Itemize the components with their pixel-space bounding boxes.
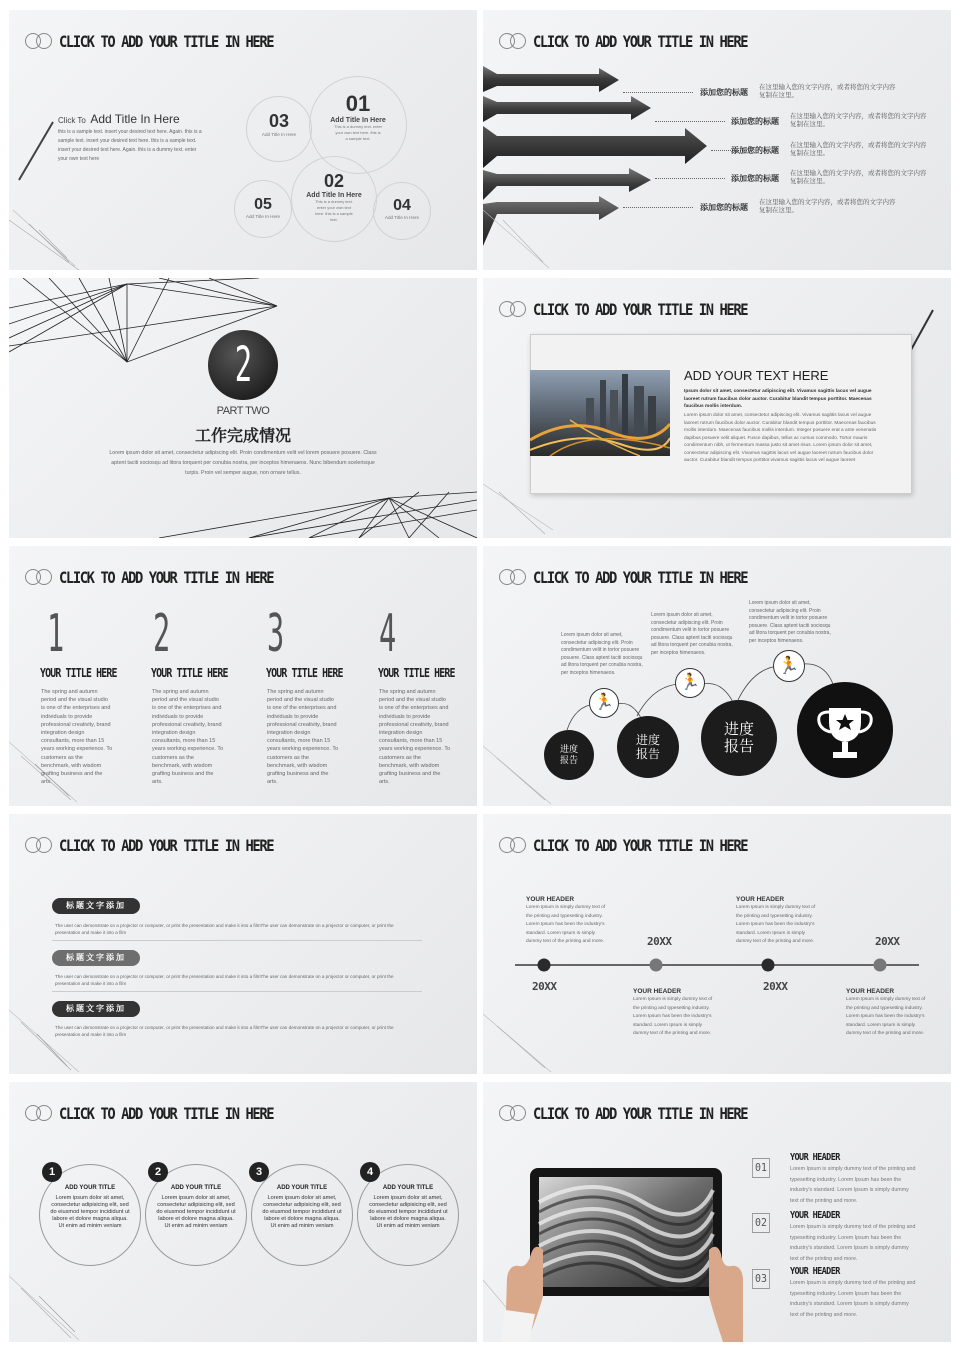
circle-num: 03: [268, 111, 290, 131]
slide-5[interactable]: [9, 546, 477, 806]
title-pill: 标题文字添加: [52, 1001, 140, 1017]
slide-1[interactable]: [9, 10, 477, 270]
click-title: [58, 110, 180, 128]
column-number: 1: [47, 604, 65, 664]
part-number-circle: [208, 330, 278, 400]
circle-num: 04: [393, 197, 411, 214]
divider: [52, 940, 422, 941]
runner-icon: 🏃: [675, 668, 705, 698]
ring-title: ADD YOUR TITLE: [276, 1185, 328, 1191]
column-title: YOUR TITLE HERE: [266, 666, 343, 680]
dotted-leader: [623, 207, 693, 208]
step-text: Lorem ipsum dolor sit amet, consectetur adipiscing elit. Proin condimentum velit in tortor posuere posuere. Class aptent taciti sociosqu ad litora torquent per conubia nostra, per inceptos himenaeos.: [749, 600, 831, 644]
timeline-text: Lorem Ipsum is simply dummy text of the printing and typesetting industry. Lorem Ipsum has been the industry's standard. Lorem Ipsum is simply dummy text of the printing and more.: [846, 997, 926, 1037]
circle-title: Add Title In Here: [330, 117, 386, 124]
slide-3[interactable]: [9, 278, 477, 538]
column-text: The spring and autumn period and the visual studio is one of the enterprises and individuals to provide professional creativity, brand integration design consultants, more than 15 years working experience. To customers as the benchmark, with wisdom grafting business and the arts.: [41, 689, 113, 786]
item-header: YOUR HEADER: [790, 1152, 840, 1163]
title-pill: 标题文字添加: [52, 898, 140, 914]
column-number: 3: [267, 604, 285, 664]
slide-10[interactable]: [483, 1082, 951, 1342]
click-to-label: Click To: [58, 116, 86, 125]
item-number-box: 01: [752, 1158, 770, 1178]
circle-03: [246, 96, 312, 162]
item-text: Lorem Ipsum is simply dummy text of the printing and typesetting industry. Lorem Ipsum has been the industry's standard. Lorem Ipsum is simply dummy text of the printing and more.: [790, 1280, 916, 1318]
circle-line: 报告: [559, 755, 578, 765]
ring-text: Lorem ipsum dolor sit amet, consectetur adipisicing elit, sed do eiusmod tempor incididunt ut labore et dolore magna aliqua. Ut enim ad minim veniam: [156, 1195, 236, 1229]
ring-title: ADD YOUR TITLE: [170, 1185, 222, 1191]
step-text: Lorem ipsum dolor sit amet, consectetur adipiscing elit. Proin condimentum velit in tortor posuere posuere. Class aptent taciti sociosqu ad litora torquent per conubia nostra, per inceptos himenaeos.: [651, 612, 733, 656]
part-number: 2: [234, 337, 252, 393]
timeline-year: 20XX: [647, 935, 672, 948]
slide-title: CLICK TO ADD YOUR TITLE IN HERE: [59, 1103, 274, 1123]
circle-desc: This is a dummy text. enter your own text here. this is a sample text.: [315, 199, 353, 222]
step-ring: [251, 1164, 353, 1266]
title-pill: 标题文字添加: [52, 950, 140, 966]
pill-description: The user can demonstrate on a projector or computer, or print the presentation and make it into a filmThe user can demonstrate on a projector or computer, or print the presentation and make it into a film: [55, 923, 394, 935]
progress-circle: [617, 716, 679, 778]
circle-title: Add Title In Here: [261, 132, 297, 137]
circle-desc: This is a dummy text. enter your own text here. this is a sample text.: [334, 124, 383, 141]
timeline-year: 20XX: [875, 935, 900, 948]
circle-05: [234, 180, 292, 238]
circle-num: 02: [323, 171, 345, 191]
circle-num: 05: [254, 196, 272, 213]
arrow-title: 添加您的标题: [731, 174, 779, 183]
column-number: 2: [153, 604, 171, 664]
dotted-leader: [623, 92, 693, 93]
slide-title: CLICK TO ADD YOUR TITLE IN HERE: [59, 567, 274, 587]
ring-title: ADD YOUR TITLE: [64, 1185, 116, 1191]
add-title-label: Add Title In Here: [90, 112, 180, 126]
part-text: Lorem ipsum dolor sit amet, consectetur adipiscing elit. Proin condimentum velit vel lorem posuere posuere. Class aptent taciti sociosqu ad litora torquent per conubia nostra, per inceptos himenaeos. Nunc bibendum scelerisque turpis. Proin vel semper augue, non ornare tellus.: [109, 450, 377, 476]
column-title: YOUR TITLE HERE: [378, 666, 455, 680]
slide-6[interactable]: [483, 546, 951, 806]
column-title: YOUR TITLE HERE: [151, 666, 228, 680]
scribble-lines-icon: [483, 10, 563, 270]
column-text: The spring and autumn period and the visual studio is one of the enterprises and individuals to provide professional creativity, brand integration design consultants, more than 15 years working experience. To customers as the benchmark, with wisdom grafting business and the arts.: [267, 689, 339, 786]
runner-icon: 🏃: [773, 650, 805, 682]
item-header: YOUR HEADER: [790, 1210, 840, 1221]
pill-description: The user can demonstrate on a projector or computer, or print the presentation and make it into a filmThe user can demonstrate on a projector or computer, or print the presentation and make it into a film: [55, 1025, 394, 1037]
item-number-box: 03: [752, 1269, 770, 1289]
column-text: The spring and autumn period and the visual studio is one of the enterprises and individuals to provide professional creativity, brand integration design consultants, more than 15 years working experience. To customers as the benchmark, with wisdom grafting business and the arts.: [152, 689, 224, 786]
step-number-badge: 1: [42, 1162, 62, 1182]
arrow-text: 在这里输入您的文字内容，或者将您的文字内容复制在这里。: [759, 199, 896, 214]
dotted-leader: [655, 121, 725, 122]
step-text: Lorem ipsum dolor sit amet, consectetur adipiscing elit. Proin condimentum velit in tortor posuere posuere. Class aptent taciti sociosqu ad litora torquent per conubia nostra, per inceptos himenaeos.: [561, 632, 643, 676]
arrow-title: 添加您的标题: [731, 117, 779, 126]
column-text: The spring and autumn period and the visual studio is one of the enterprises and individuals to provide professional creativity, brand integration design consultants, more than 15 years working experience. To customers as the benchmark, with wisdom grafting business and the arts.: [379, 689, 451, 786]
circle-title: Add Title In Here: [306, 192, 362, 199]
slide-4[interactable]: [483, 278, 951, 538]
step-number-badge: 3: [249, 1162, 269, 1182]
timeline-text: Lorem Ipsum is simply dummy text of the printing and typesetting industry. Lorem Ipsum has been the industry's standard. Lorem Ipsum is simply dummy text of the printing and more.: [633, 997, 713, 1037]
item-text: Lorem Ipsum is simply dummy text of the printing and typesetting industry. Lorem Ipsum has been the industry's standard. Lorem Ipsum is simply dummy text of the printing and more.: [790, 1166, 916, 1204]
part-title: 工作完成情况: [194, 428, 291, 445]
slide-title: CLICK TO ADD YOUR TITLE IN HERE: [533, 31, 748, 51]
circle-title: Add Title In Here: [245, 214, 281, 219]
ring-text: Lorem ipsum dolor sit amet, consectetur adipisicing elit, sed do eiusmod tempor incididunt ut labore et dolore magna aliqua. Ut enim ad minim veniam: [50, 1195, 130, 1229]
step-number-badge: 4: [360, 1162, 380, 1182]
dotted-leader: [655, 178, 725, 179]
ring-title: ADD YOUR TITLE: [382, 1185, 434, 1191]
slide-7[interactable]: [9, 814, 477, 1074]
circle-num: 01: [345, 91, 371, 116]
slide-8[interactable]: [483, 814, 951, 1074]
circle-title: Add Title In Here: [384, 215, 420, 220]
timeline-text: Lorem Ipsum is simply dummy text of the printing and typesetting industry. Lorem Ipsum has been the industry's standard. Lorem Ipsum is simply dummy text of the printing and more.: [526, 905, 606, 945]
item-number-box: 02: [752, 1213, 770, 1233]
column-title: YOUR TITLE HERE: [40, 666, 117, 680]
arrow-title: 添加您的标题: [700, 203, 748, 212]
ring-text: Lorem ipsum dolor sit amet, consectetur adipisicing elit, sed do eiusmod tempor incididunt ut labore et dolore magna aliqua. Ut enim ad minim veniam: [368, 1195, 448, 1229]
card-text: Lorem ipsum dolor sit amet, consectetur adipiscing elit. Vivamus sagittis lacus vel augue laoreet rutrum faucibus dolor auctor. Curabitur blandit tempus porttitor. Maecenas faucibus mollis interdum. Maecenas faucibus mollis interdum. Integer posuere erat a ante venenatis dapibus posuere velit aliquet. Fusce dapibus, tellus ac cursus commodo. Tortor mauris condimentum nibh, ut fermentum massa justo sit amet risus. Lorem ipsum dolor sit amet, consectetur adipiscing elit. Vivamus sagittis lacus vel augue laoreet rutrum faucibus dolor auctor. Curabitur blandit tempus porttitor.vivamus sagittis lacus vel augue laoreet: [684, 413, 877, 463]
ring-text: Lorem ipsum dolor sit amet, consectetur adipisicing elit, sed do eiusmod tempor incididunt ut labore et dolore magna aliqua. Ut enim ad minim veniam: [262, 1195, 342, 1229]
item-header: YOUR HEADER: [790, 1266, 840, 1277]
slide-title: CLICK TO ADD YOUR TITLE IN HERE: [533, 1103, 748, 1123]
circle-02: [291, 156, 377, 242]
city-photo: [530, 370, 670, 456]
arrow-title: 添加您的标题: [731, 146, 779, 155]
runner-icon: 🏃: [589, 688, 619, 718]
trophy-icon: [797, 682, 893, 778]
step-number-badge: 2: [148, 1162, 168, 1182]
slide-title: CLICK TO ADD YOUR TITLE IN HERE: [59, 31, 274, 51]
trophy-circle: [797, 682, 893, 778]
slide-title: CLICK TO ADD YOUR TITLE IN HERE: [533, 835, 748, 855]
timeline-header: YOUR HEADER: [633, 988, 682, 995]
divider: [52, 991, 422, 992]
card-bold-text: Ipsum dolor sit amet, consectetur adipiscing elit. Vivamus sagittis lacus vel augue laoreet rutrum faucibus dolor auctor. Curabitur blandit tempus porttitor. Maecenas faucibus mollis interdum.: [684, 389, 872, 409]
circle-line: 进度: [723, 721, 754, 738]
timeline-year: 20XX: [532, 980, 557, 993]
arrow-title: 添加您的标题: [700, 88, 748, 97]
arrow-text: 在这里输入您的文字内容，或者将您的文字内容复制在这里。: [759, 84, 896, 99]
arrow-text: 在这里输入您的文字内容，或者将您的文字内容复制在这里。: [790, 170, 927, 185]
circle-line: 报告: [723, 738, 754, 755]
circle-line: 进度: [635, 733, 660, 747]
card-heading: ADD YOUR TEXT HERE: [684, 368, 829, 383]
slide-title: CLICK TO ADD YOUR TITLE IN HERE: [533, 567, 748, 587]
slide-title: CLICK TO ADD YOUR TITLE IN HERE: [533, 299, 748, 319]
circle-line: 报告: [635, 747, 660, 761]
arrow-text: 在这里输入您的文字内容，或者将您的文字内容复制在这里。: [790, 113, 927, 128]
item-text: Lorem Ipsum is simply dummy text of the printing and typesetting industry. Lorem Ipsum has been the industry's standard. Lorem Ipsum is simply dummy text of the printing and more.: [790, 1224, 916, 1262]
part-label: PART TWO: [216, 405, 270, 417]
slide-2[interactable]: [483, 10, 951, 270]
circle-04: [373, 182, 431, 240]
timeline-header: YOUR HEADER: [736, 896, 785, 903]
sample-text: this is a sample text. insert your desired text here. Again. this is a sample text. insert your desired text here. this is a sample text. insert your desired text here. Again. this is a dummy text. enter your own text here: [58, 129, 202, 162]
pill-description: The user can demonstrate on a projector or computer, or print the presentation and make it into a filmThe user can demonstrate on a projector or computer, or print the presentation and make it into a film: [55, 974, 394, 986]
timeline-year: 20XX: [763, 980, 788, 993]
tablet-in-hands-graphic: [483, 1082, 743, 1342]
slide-title: CLICK TO ADD YOUR TITLE IN HERE: [59, 835, 274, 855]
timeline-header: YOUR HEADER: [846, 988, 895, 995]
timeline-text: Lorem Ipsum is simply dummy text of the printing and typesetting industry. Lorem Ipsum has been the industry's standard. Lorem Ipsum is simply dummy text of the printing and more.: [736, 905, 816, 945]
timeline-header: YOUR HEADER: [526, 896, 575, 903]
slide-9[interactable]: [9, 1082, 477, 1342]
progress-circle: [544, 730, 594, 780]
arrow-text: 在这里输入您的文字内容，或者将您的文字内容复制在这里。: [790, 142, 927, 157]
circle-line: 进度: [559, 744, 578, 754]
column-number: 4: [379, 604, 397, 664]
progress-circle: [701, 700, 777, 776]
